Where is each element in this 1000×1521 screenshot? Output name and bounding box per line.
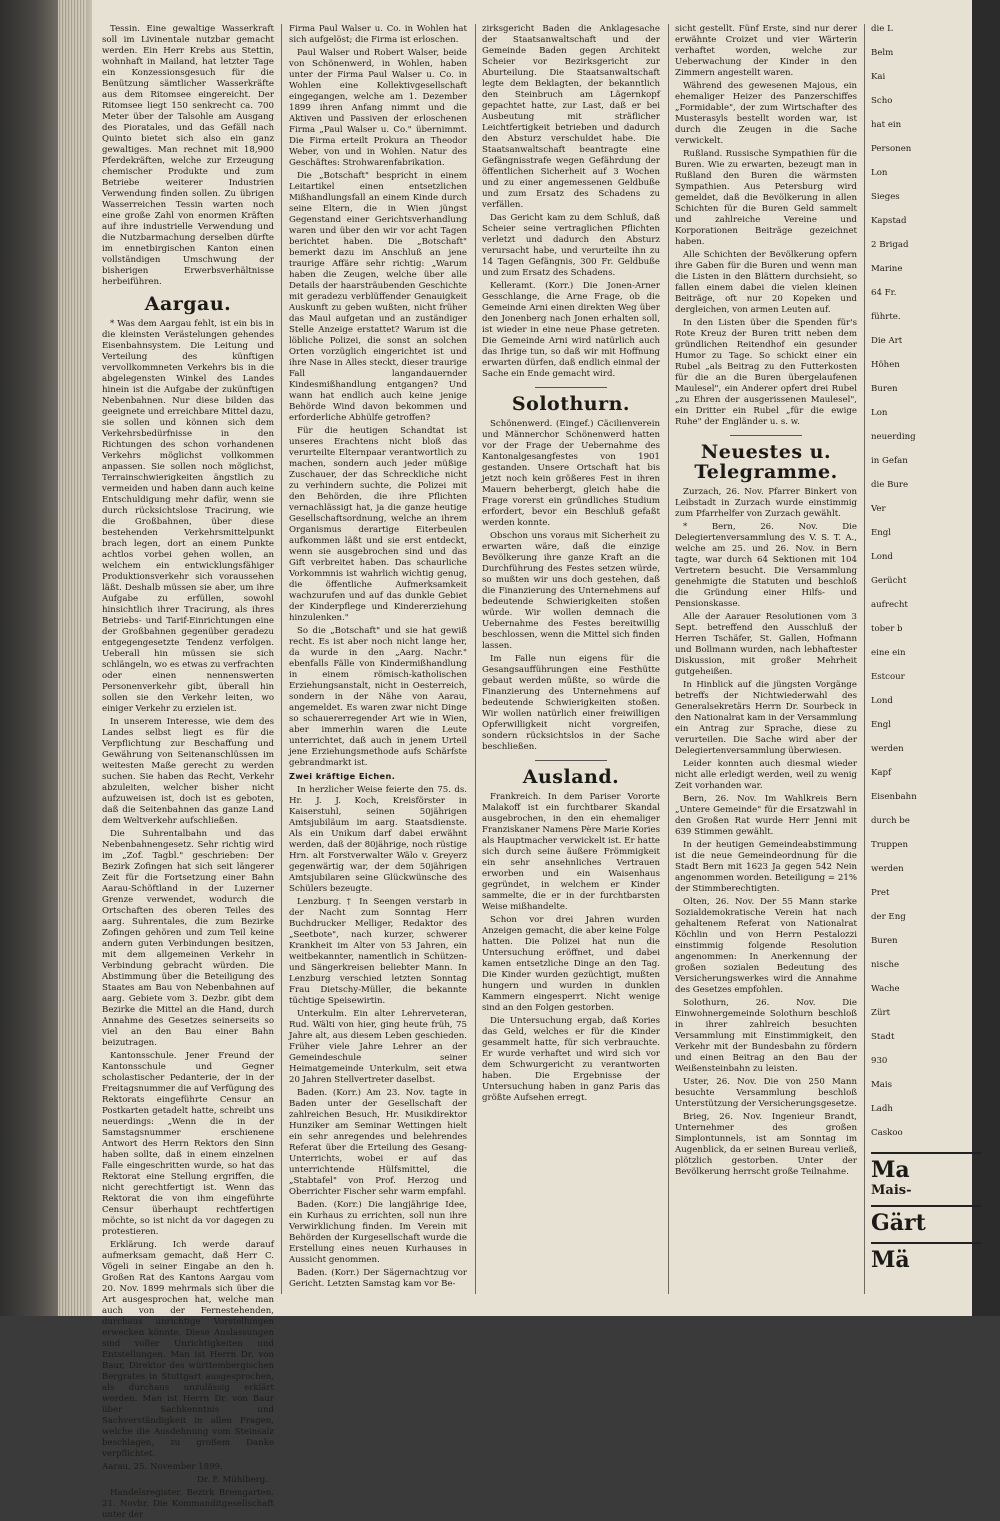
article-erklarung: Erklärung. Ich werde darauf aufmerksam gemacht, daß Herr C. Vögeli in seiner Eingabe an den h. Großen Rat des Kantons Aargau vom 20. Nov. 1899 mehrmals sich über die Art ausgesprochen hat, welche man auch von der Fernestehenden, durchaus unrichtige Vorstellungen erwecken könnte. Diese Auslassungen sind voller Unrichtigkeiten und Entstellungen. Man ist Herrn Dr. von Baur, Direktor des württembergischen Bergrates in Stuttgart ausgesprochen, als durchaus unzulässig erklärt werden. Man ist Herrn Dr. von Baur über Sachkenntnis und Sachverständigkeit in allen Fragen, welche die Ausdehnung vom Steinsalz beschlagen, zu großem Danke verpflichtet. bbox=[102, 1240, 274, 1459]
cropped-line: tober b bbox=[871, 624, 903, 634]
cropped-line: führte. bbox=[871, 312, 901, 322]
column-1 bbox=[102, 24, 274, 1520]
article-aargau: * Was dem Aargau fehlt, ist ein bis in die kleinsten Verästelungen gehendes Eisenbahnsystem. Die Leitung und Verteilung des künftigen vervollkommneten Verkehrs bis in die abgelegensten Winkel des Landes hinein ist die Aufgabe der zukünftigen Nebenbahnen. Nur diese bilden das geeignete und erreichbare Mittel dazu, sie sollen und können sich dem Verkehrsbedürfnisse in den Richtungen des schon vorhandenen Verkehrs möglichst vollkommen anpassen. Sie sollen noch möglichst, Terrainschwierigkeiten ängstlich zu vermeiden und haben dann auch keine Entschuldigung mehr dafür, wenn sie durch rücksichtslose Tracirung, wie die Großbahnen, über diese bestehenden Verkehrsmittelpunkt brach legen, dort an einem Punkte achtlos vorbei gehen wollen, an welchem ein entwicklungsfähiger Produktionsverkehr sich voraussehen läßt. Deshalb müssen sie aber, um ihre Aufgabe zu erfüllen, sowohl hinsichtlich ihrer Tracirung, als ihres Betriebs- und Tarif-Einrichtungen eine der Großbahnen gegenüber geradezu entgegengesetzte Tendenz verfolgen. Ueberall hin müssen sie sich schlängeln, wo es etwas zu verfrachten oder einen nennenswerten Personenverkehr gibt, überall hin sollen sie den Verkehr leiten, wo einiger Verkehr zu erzielen ist. bbox=[102, 319, 274, 714]
article-brieg: Brieg, 26. Nov. Ingenieur Brandt, Unternehmer des großen Simplontunnels, ist am Sonntag im Augenblick, da er seinen Bureau verließ, plötzlich gestorben. Unter der Bevölkerung herrscht große Teilnahme. bbox=[675, 1112, 857, 1177]
cropped-line: Kai bbox=[871, 72, 886, 82]
advertisement-2 bbox=[871, 1205, 981, 1236]
headline-eichen: Zwei kräftige Eichen. bbox=[289, 771, 396, 781]
cropped-line: Die Art bbox=[871, 336, 903, 346]
book-binding bbox=[0, 0, 92, 1316]
advertisement-3 bbox=[871, 1242, 981, 1273]
article-russland: Rußland. Russische Sympathien für die Buren. Wie zu erwarten, bezeugt man in Rußland den Buren die wärmsten Sympathien. Aus Petersburg wird gemeldet, daß die Bevölkerung in allen Schichten für die Buren Geld sammelt und zahlreiche Vereine und Korporationen Beiträge gezeichnet haben. bbox=[675, 149, 857, 247]
paragraph: So die „Botschaft" und sie hat gewiß recht. Es ist aber noch nicht lange her, da wurde in den „Aarg. Nachr." ebenfalls Fälle von Kindermißhandlung in einem römisch-katholischen Erziehungsanstalt, nicht in Oesterreich, sondern in der Nähe von Aarau, angemeldet. Es waren zwar nicht Dinge so schauererregender Art wie in Wien, aber immerhin waren die Leute unterrichtet, daß auch in jenem Urteil jene Erziehungsmethode aufs Schärfste gebrandmarkt ist. bbox=[289, 626, 467, 768]
cropped-line: Scho bbox=[871, 96, 893, 106]
article-tessin: Tessin. Eine gewaltige Wasserkraft soll im Livinentale nutzbar gemacht werden. Ein Herr Krebs aus Stettin, wohnhaft in Mailand, hat letzter Tage ein Konzessionsgesuch für die Benützung sämtlicher Wasserkräfte aus dem Ritomsee eingereicht. Der Ritomsee liegt 150 senkrecht ca. 700 Meter über der Talsohle am Ausgang des Pioratales, und das Gefäll nach Quinto bietet sich also ein ganz gewaltiges. Man rechnet mit 18,900 Pferdekräften, welche zur Erzeugung chemischer Produkte und zum Betriebe weiterer Industrien Verwendung finden sollen. Zu übrigen Wasserreichen Tessin warten noch eine große Zahl von enormen Kräften auf ihre industrielle Verwendung und die Nutzbarmachung derselben dürfte im ennetbirgischen Kanton einen vollständigen Umschwung der bisherigen Erwerbsverhältnisse herbeiführen. bbox=[102, 24, 274, 287]
cropped-line: Gerücht bbox=[871, 576, 907, 586]
paragraph: In den Listen über die Spenden für's Rote Kreuz der Buren tritt neben dem gründlichen Reitendhof ein gesunder Humor zu Tage. So schickt einer ein Rubel „als Beitrag zu den Futterkosten für die an die Buren übergelaufenen Maulesel", ein Anderer opfert drei Rubel „zu Ehren der ausgerissenen Maulesel", ein Dritter ein Rubel „für die ewige Ruhe" der Engländer u. s. w. bbox=[675, 318, 857, 427]
divider bbox=[535, 760, 606, 761]
paragraph: In der heutigen Gemeindeabstimmung ist die neue Gemeindeordnung für die Stadt Bern mit 1623 Ja gegen 542 Nein angenommen worden. Beteiligung = 21% der Stimmberechtigten. bbox=[675, 840, 857, 894]
column-rule bbox=[475, 24, 476, 1294]
divider bbox=[535, 387, 606, 388]
cropped-line: der Eng bbox=[871, 912, 906, 922]
cropped-line: Lon bbox=[871, 408, 888, 418]
column-4 bbox=[675, 24, 857, 1304]
paragraph: In Hinblick auf die jüngsten Vorgänge betreffs der Nichtwiederwahl des Generalsekretärs Herrn Dr. Sourbeck in den Nationalrat kam in der Versammlung ein Antrag zur Sprache, diese zu verurteilen. Die Sache wird aber der Delegiertenversammlung überwiesen. bbox=[675, 680, 857, 756]
article-kelleramt: Kelleramt. (Korr.) Die Jonen-Arner Gesschlange, die Arne Frage, ob die Gemeinde Arni einen direkten Weg über den Jonenberg nach Jonen erhalten soll, ist wieder in eine neue Phase getreten. Die Gemeinde Arni wird natürlich auch das Ihrige tun, so daß wir mit Hoffnung erwarten dürfen, daß endlich einmal der Sache ein Ende gemacht wird. bbox=[482, 281, 660, 379]
article-zurzach: Zurzach, 26. Nov. Pfarrer Binkert von Leibstadt in Zurzach wurde einstimmig zum Pfarrhelfer von Zurzach gewählt. bbox=[675, 487, 857, 519]
paragraph: Im Falle nun eigens für die Gesangsaufführungen eine Festhütte gebaut werden müßte, so würde die Finanzierung des Unternehmens auf bedeutende Schwierigkeiten stoßen. Wir wollen natürlich einer freiwilligen Opferwilligkeit nicht vorgreifen, sondern rücksichtslos in der Sache beschließen. bbox=[482, 654, 660, 752]
section-header-neuestes: Neuestes u. Telegramme. bbox=[694, 441, 838, 483]
cropped-line: hat ein bbox=[871, 120, 902, 130]
article-eichen: In herzlicher Weise feierte den 75. ds. Hr. J. J. Koch, Kreisförster in Kaiserstuhl, seinen 50jährigen Amtsjubiläum im aarg. Staatsdienste. Als ein Unikum darf dabei erwähnt werden, daß der 80jährige, noch rüstige Hrn. alt Forstverwalter Wälo v. Greyerz gegenwärtig war, der dem 50jährigen Amtsjubilaren seine Glückwünsche des Schülers bezeugte. bbox=[289, 785, 467, 894]
ad-title: Ma bbox=[871, 1157, 910, 1183]
article-frankreich: Frankreich. In dem Pariser Vororte Malakoff ist ein furchtbarer Skandal ausgebrochen, in den ein ehemaliger Franziskaner Namens Père Marie Kories als Hauptmacher verwickelt ist. Er hatte sich durch seine äußere Frömmigkeit ein sehr ansehnliches Vertrauen erworben und ein Waisenhaus gegründet, in welchem er Kinder sammelte, die er in der furchtbarsten Weise mißhandelte. bbox=[482, 792, 660, 912]
signature-name: Dr. F. Mühlberg. bbox=[196, 1475, 268, 1485]
newspaper-page bbox=[92, 0, 972, 1520]
cropped-line: Höhen bbox=[871, 360, 900, 370]
article-baden-1: Baden. (Korr.) Am 23. Nov. tagte in Baden unter der Gesellschaft der zahlreichen Besuch, Hr. Musikdirektor Hunziker am Seminar Wettingen hielt ein sehr anregendes und belehrendes Referat über die Erteilung des Gesang-Unterrichts, wobei er auf das unterrichtende Hülfsmittel, die „Stabtafel" von Prof. Herzog und Oberrichter Fischer sehr warm empfahl. bbox=[289, 1088, 467, 1197]
article-bern-2: Bern, 26. Nov. Im Wahlkreis Bern „Untere Gemeinde" für die Ersatzwahl in den Großen Rat wurde Herr Jenni mit 639 Stimmen gewählt. bbox=[675, 794, 857, 837]
article-olten: Olten, 26. Nov. Der 55 Mann starke Sozialdemokratische Verein hat nach gehaltenem Referat von Nationalrat Köchlin und von Herrn Pestalozzi einstimmig folgende Resolution angenommen: In Anerkennung der großen sozialen Bedeutung des Versicherungswerkes wird die Annahme des Gesetzes empfohlen. bbox=[675, 897, 857, 995]
cropped-line: Belm bbox=[871, 48, 894, 58]
column-5-cropped bbox=[871, 24, 981, 1304]
article-botschaft: Die „Botschaft" bespricht in einem Leitartikel einen entsetzlichen Mißhandlungsfall an einem Kinde durch seine Eltern, die in Wien jüngst Gegenstand einer Gerichtsverhandlung waren und über den wir vor acht Tagen berichtet haben. Die „Botschaft" bemerkt dazu im Anschluß an jene traurige Affäre sehr richtig: „Warum haben die Zeugen, welche über alle Details der haarsträubenden Geschichte mit geradezu verblüffender Genauigkeit Auskunft zu geben wußten, nicht früher das Maul aufgetan und an zuständiger Stelle Anzeige erstattet? Warum ist die löbliche Polizei, die sonst an solchen Orten vorzüglich eingerichtet ist und ihre Nase in Alles steckt, dieser traurige Fall langandauernder Kindesmißhandlung entgangen? Und wann hat endlich auch keine jenige Behörde Wind davon bekommen und erforderliche Abhülfe getroffen? bbox=[289, 171, 467, 423]
page-edges bbox=[58, 0, 86, 1316]
cropped-line: Buren bbox=[871, 384, 898, 394]
paragraph: Die Untersuchung ergab, daß Kories das Geld, welches er für die Kinder gesammelt hatte, für sich verbrauchte. Er wurde verhaftet und wird sich vor dem Schwurgericht zu verantworten haben. Die Ergebnisse der Untersuchung haben in ganz Paris das größte Aufsehen erregt. bbox=[482, 1016, 660, 1103]
ad-title: Mä bbox=[871, 1247, 910, 1273]
cropped-line: in Gefan bbox=[871, 456, 908, 466]
cropped-line: Buren bbox=[871, 936, 898, 946]
cropped-line: werden bbox=[871, 864, 904, 874]
cropped-line: Stadt bbox=[871, 1032, 895, 1042]
article-kantonsschule: Kantonsschule. Jener Freund der Kantonsschule und Gegner scholastischer Pedanterie, der in der Freitagsnummer die auf Verfügung des Rektorats eingeführte Censur an Postkarten getadelt hatte, schreibt uns neuerdings: „Wenn die in der Samstagsnummer erschienene Antwort des Herrn Rektors den Sinn haben sollte, daß in einem einzelnen Falle eingeschritten wurde, so hat das Rektorat eine Stellung ergriffen, die nicht gerechtfertigt ist. Wenn das Rektorat die von ihm eingeführte Censur überhaupt rechtfertigen möchte, so ist nicht da vor dagegen zu protestieren. bbox=[102, 1051, 274, 1237]
cropped-line: 64 Fr. bbox=[871, 288, 897, 298]
article-solothurn: Solothurn, 26. Nov. Die Einwohnergemeinde Solothurn beschloß in ihrer zahlreich besuchten Versammlung mit Einstimmigkeit, den Verkehr mit der Bundesbahn zu fördern und einen Beitrag an den Bau der Weißensteinbahn zu leisten. bbox=[675, 998, 857, 1074]
cropped-line: Lond bbox=[871, 696, 893, 706]
article-aargau-cont: In unserem Interesse, wie dem des Landes selbst liegt es für die Verpflichtung zur Beschaffung und Gewährung von Seitenanschlüssen im weitesten Maße gerecht zu werden suchen. Sie haben das Recht, Verkehr abzuleiten, welcher bisher nicht aufzuweisen ist, doch ist es geboten, daß die Seitenbahnen das ganze Land dem Weltverkehr aufschließen. bbox=[102, 717, 274, 826]
article-handelsregister: Handelsregister. Bezirk Bremgarten. 21. Novbr. Die Kommanditgesellschaft unter der bbox=[102, 1488, 274, 1520]
cropped-line: Truppen bbox=[871, 840, 908, 850]
paragraph: Während des gewesenen Majous, ein ehemaliger Heizer des Panzerschiffes „Formidable", der zum Wirtschafter des Musterasyls bestellt worden war, ist durch die Zeugen in die Sache verwickelt. bbox=[675, 81, 857, 146]
ad-subtitle: Mais- bbox=[871, 1183, 912, 1198]
signature-place: Aarau, 25. November 1899. bbox=[102, 1462, 223, 1472]
cropped-line: Lon bbox=[871, 168, 888, 178]
cropped-line: Caskoo bbox=[871, 1128, 903, 1138]
paragraph: Obschon uns voraus mit Sicherheit zu erwarten wäre, daß die einzige Bevölkerung ihre ganze Kraft an die Durchführung des Festes setzen würde, so mußten wir uns doch gestehen, daß die Finanzierung des Unternehmens auf bedeutende Schwierigkeiten stoßen würde. Wir wollen demnach die Uebernahme des Festes bereitwillig beschlossen, wenn die Mittel sich finden lassen. bbox=[482, 531, 660, 651]
paragraph: Für die heutigen Schandtat ist unseres Erachtens nicht bloß das verurteilte Elternpaar verantwortlich zu machen, sondern auch jeder müßige Zuschauer, der das Schreckliche nicht zu verhindern suchte, die Polizei mit den Behörden, die ihre Pflichten vernachlässigt hat, ja die ganze heutige Gesellschaftsordnung, welche an ihrem Organismus derartige Eiterbeulen aufkommen läßt und sie erst entdeckt, wenn sie ausgebrochen sind und das Gift verbreitet haben. Das schaurliche Vorkommnis ist wahrlich wichtig genug, die öffentliche Aufmerksamkeit wachzurufen und auf das dunkle Gebiet der Kinderpflege und Kindererziehung hinzulenken." bbox=[289, 426, 467, 623]
section-header-aargau: Aargau. bbox=[144, 293, 232, 315]
cropped-line: Sieges bbox=[871, 192, 900, 202]
article-schonenwerd: Schönenwerd. (Eingef.) Cäcilienverein und Männerchor Schönenwerd hatten vor der Frage der Uebernahme des Kantonalgesangfestes von 1901 gestanden. Unsere Ortschaft hat bis jetzt noch kein größeres Fest in ihren Mauern beherbergt, gleich habe die Frage vorerst ein gründliches Studium erfordert, bevor ein Beschluß gefaßt werden konnte. bbox=[482, 419, 660, 528]
paragraph: zirksgericht Baden die Anklagesache der Staatsanwaltschaft und der Gemeinde Baden gegen Architekt Scheier vor Bezirksgericht zur Aburteilung. Die Staatsanwaltschaft legte dem Beklagten, der bekanntlich den Steinbruch am Lägernkopf gepachtet hatte, zur Last, daß er bei Ausbeutung mit sträflicher Leichtfertigkeit betrieben und dadurch den Absturz verschuldet habe. Die Staatsanwaltschaft beantragte eine Gefängnisstrafe wegen Gefährdung der öffentlichen Sicherheit auf 3 Wochen und zu einer angemessenen Geldbuße und zum Ersatz des Schadens zu verfällen. bbox=[482, 24, 660, 210]
paragraph: Schon vor drei Jahren wurden Anzeigen gemacht, die aber keine Folge hatten. Die Polizei hat nun die Untersuchung eröffnet, und dabei kamen entsetzliche Dinge an den Tag. Die Kinder wurden gezüchtigt, mußten hungern und wurden in dunklen Kammern eingesperrt. Nicht wenige sind an den Folgen gestorben. bbox=[482, 915, 660, 1013]
article-suhrentalbahn: Die Suhrentalbahn und das Nebenbahnengesetz. Sehr richtig wird im „Zof. Tagbl." geschrieben: Der Bezirk Zofingen hat sich seit längerer Zeit für die Fortsetzung einer Bahn Aarau-Schöftland in der Luzerner Grenze verwendet, wodurch die Ortschaften des oberen Teiles des aarg. Suhrentales, die zum Bezirke Zofingen gehören und zum Teil keine andern guten Verbindungen besitzen, mit dem allgemeinen Verkehr in Verbindung gebracht würden. Die Abstimmung über die Beteiligung des Staates am Bau von Nebenbahnen auf aarg. Gebiete vom 3. Dezbr. gibt dem Bezirke die Mittel an die Hand, durch Annahme des Gesetzes seinerseits so viel an den Bau einer Bahn beizutragen. bbox=[102, 829, 274, 1048]
cropped-line: die Bure bbox=[871, 480, 909, 490]
cropped-line: Lond bbox=[871, 552, 893, 562]
ad-title: Gärt bbox=[871, 1210, 926, 1236]
column-3 bbox=[482, 24, 660, 1304]
cropped-line: Engl bbox=[871, 720, 892, 730]
cropped-line: durch be bbox=[871, 816, 910, 826]
cropped-line: Estcour bbox=[871, 672, 905, 682]
cropped-line: Mais bbox=[871, 1080, 893, 1090]
section-header-ausland: Ausland. bbox=[522, 766, 620, 788]
cropped-line: Wache bbox=[871, 984, 900, 994]
cropped-line: neuerding bbox=[871, 432, 916, 442]
cropped-line: Ver bbox=[871, 504, 886, 514]
cropped-line: Engl bbox=[871, 528, 892, 538]
paragraph: Firma Paul Walser u. Co. in Wohlen hat sich aufgelöst; die Firma ist erloschen. bbox=[289, 24, 467, 45]
paragraph: Alle der Aarauer Resolutionen vom 3 Sept. betreffend den Ausschluß der Herren Tschäfer, St. Gallen, Hofmann und Bollmann wurden, nach lebhaftester Diskussion, mit großer Mehrheit gutgeheißen. bbox=[675, 612, 857, 677]
cropped-line: nische bbox=[871, 960, 900, 970]
cropped-line: 2 Brigad bbox=[871, 240, 909, 250]
paragraph: Alle Schichten der Bevölkerung opfern ihre Gaben für die Buren und wenn man die Listen in den Blättern durchsieht, so fallen einem dabei die vielen kleinen Beiträge, oft nur 20 Kopeken und dergleichen, von armen Leuten auf. bbox=[675, 250, 857, 315]
cropped-line: Marine bbox=[871, 264, 903, 274]
section-header-solothurn: Solothurn. bbox=[511, 393, 631, 415]
cropped-line: Personen bbox=[871, 144, 912, 154]
cropped-line: 930 bbox=[871, 1056, 888, 1066]
column-2 bbox=[289, 24, 467, 1304]
paragraph: Paul Walser und Robert Walser, beide von Schönenwerd, in Wohlen, haben unter der Firma Paul Walser u. Co. in Wohlen eine Kollektivgesellschaft eingegangen, welche am 1. Dezember 1899 ihren Anfang nimmt und die Aktiven und Passiven der erloschenen Firma „Paul Walser u. Co." übernimmt. Die Firma erteilt Prokura an Theodor Weber, von und in Wohlen. Natur des Geschäftes: Strohwarenfabrikation. bbox=[289, 48, 467, 168]
article-baden-2: Baden. (Korr.) Die langjährige Idee, ein Kurhaus zu errichten, soll nun ihre Verwirklichung finden. Im Verein mit Behörden der Kurgesellschaft wurde die Erstellung eines neuen Kurhauses in Aussicht genommen. bbox=[289, 1200, 467, 1265]
article-lenzburg: Lenzburg. † In Seengen verstarb in der Nacht zum Sonntag Herr Buchdrucker Melliger, Redaktor des „Seetbote", nach kurzer, schwerer Krankheit im Alter von 53 Jahren, ein weitbekannter, namentlich in Schützen- und Sängerkreisen beliebter Mann. In Lenzburg verschied letzten Sonntag Frau Dietschy-Müller, die bekannte tüchtige Speisewirtin. bbox=[289, 897, 467, 1006]
divider bbox=[730, 435, 803, 436]
column-rule bbox=[281, 24, 282, 1294]
paragraph: Das Gericht kam zu dem Schluß, daß Scheier seine vertraglichen Pflichten verletzt und dadurch den Absturz verursacht habe, und verurteilte ihn zu 14 Tagen Gefängnis, 300 Fr. Geldbuße und zum Ersatz des Schadens. bbox=[482, 213, 660, 278]
cropped-line: Ladh bbox=[871, 1104, 893, 1114]
article-baden-3: Baden. (Korr.) Der Sägernachtzug vor Gericht. Letzten Samstag kam vor Be- bbox=[289, 1268, 467, 1289]
paragraph: sicht gestellt. Fünf Erste, sind nur derer erwähnte Croizet und vier Wärterin verhaftet worden, welche zur Ueberwachung der Kinder in den Zimmern angestellt waren. bbox=[675, 24, 857, 78]
cropped-line: werden bbox=[871, 744, 904, 754]
article-uster: Uster, 26. Nov. Die von 250 Mann besuchte Versammlung beschloß Unterstützung der Versicherungsgesetze. bbox=[675, 1077, 857, 1109]
article-bern-1: * Bern, 26. Nov. Die Delegiertenversammlung des V. S. T. A., welche am 25. und 26. Nov. in Bern tagte, war durch 64 Sektionen mit 104 Vertretern besucht. Die Versammlung genehmigte die Statuten und beschloß die Gründung einer Hilfs- und Pensionskasse. bbox=[675, 522, 857, 609]
paragraph: Leider konnten auch diesmal wieder nicht alle erledigt werden, weil zu wenig Zeit vorhanden war. bbox=[675, 759, 857, 791]
column-rule bbox=[864, 24, 865, 1294]
advertisement-1 bbox=[871, 1152, 981, 1199]
cropped-line: die L bbox=[871, 24, 893, 34]
cropped-line: Kapstad bbox=[871, 216, 907, 226]
cropped-line: Pret bbox=[871, 888, 890, 898]
cropped-line: Eisenbahn bbox=[871, 792, 917, 802]
column-rule bbox=[668, 24, 669, 1294]
article-unterkulm: Unterkulm. Ein alter Lehrerveteran, Rud. Wälti von hier, ging heute früh, 75 Jahre alt, aus diesem Leben geschieden. Früher viele Jahre Lehrer an der Gemeindeschule seiner Heimatgemeinde Unterkulm, seit etwa 20 Jahren Stellvertreter daselbst. bbox=[289, 1009, 467, 1085]
cropped-line: eine ein bbox=[871, 648, 906, 658]
cropped-line-list bbox=[871, 24, 981, 1139]
cropped-line: Kapf bbox=[871, 768, 892, 778]
cropped-line: aufrecht bbox=[871, 600, 908, 610]
cropped-line: Zürt bbox=[871, 1008, 891, 1018]
